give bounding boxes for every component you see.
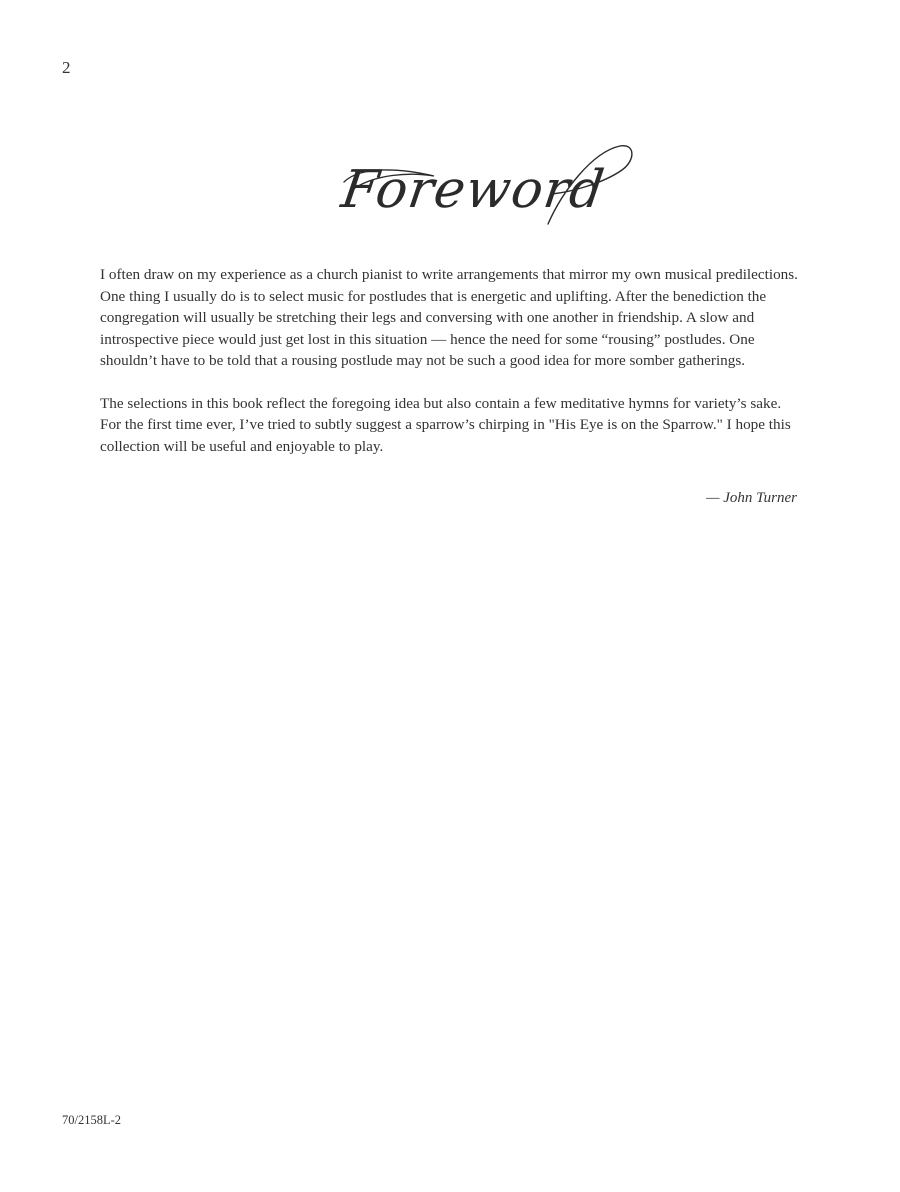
paragraph-1: I often draw on my experience as a church pianist to write arrangements that mirror my own musical predilections. One thing I usually do is to select music for postludes that is energetic and uplifting. After the benediction the congregation will usually be stretching their legs and conversing with one another in friendship. A slow and introspective piece would just get lost in this situation — hence the need for some “rousing” postludes. One shouldn’t have to be told that a rousing postlude may not be such a good idea for more somber gatherings.	[100, 266, 798, 369]
catalog-code: 70/2158L-2	[62, 1113, 122, 1127]
paragraph-2: The selections in this book reflect the foregoing idea but also contain a few meditative hymns for variety’s sake. For the first time ever, I’ve tried to subtly suggest a sparrow’s chirping in "His Eye is on the Sparrow." I hope this collection will be useful and enjoyable to play.	[100, 394, 791, 455]
title-block	[330, 132, 650, 242]
author-signature: — John Turner	[706, 490, 797, 506]
foreword-body	[100, 264, 800, 478]
page-title: Foreword	[337, 160, 609, 220]
page-number: 2	[62, 58, 71, 77]
